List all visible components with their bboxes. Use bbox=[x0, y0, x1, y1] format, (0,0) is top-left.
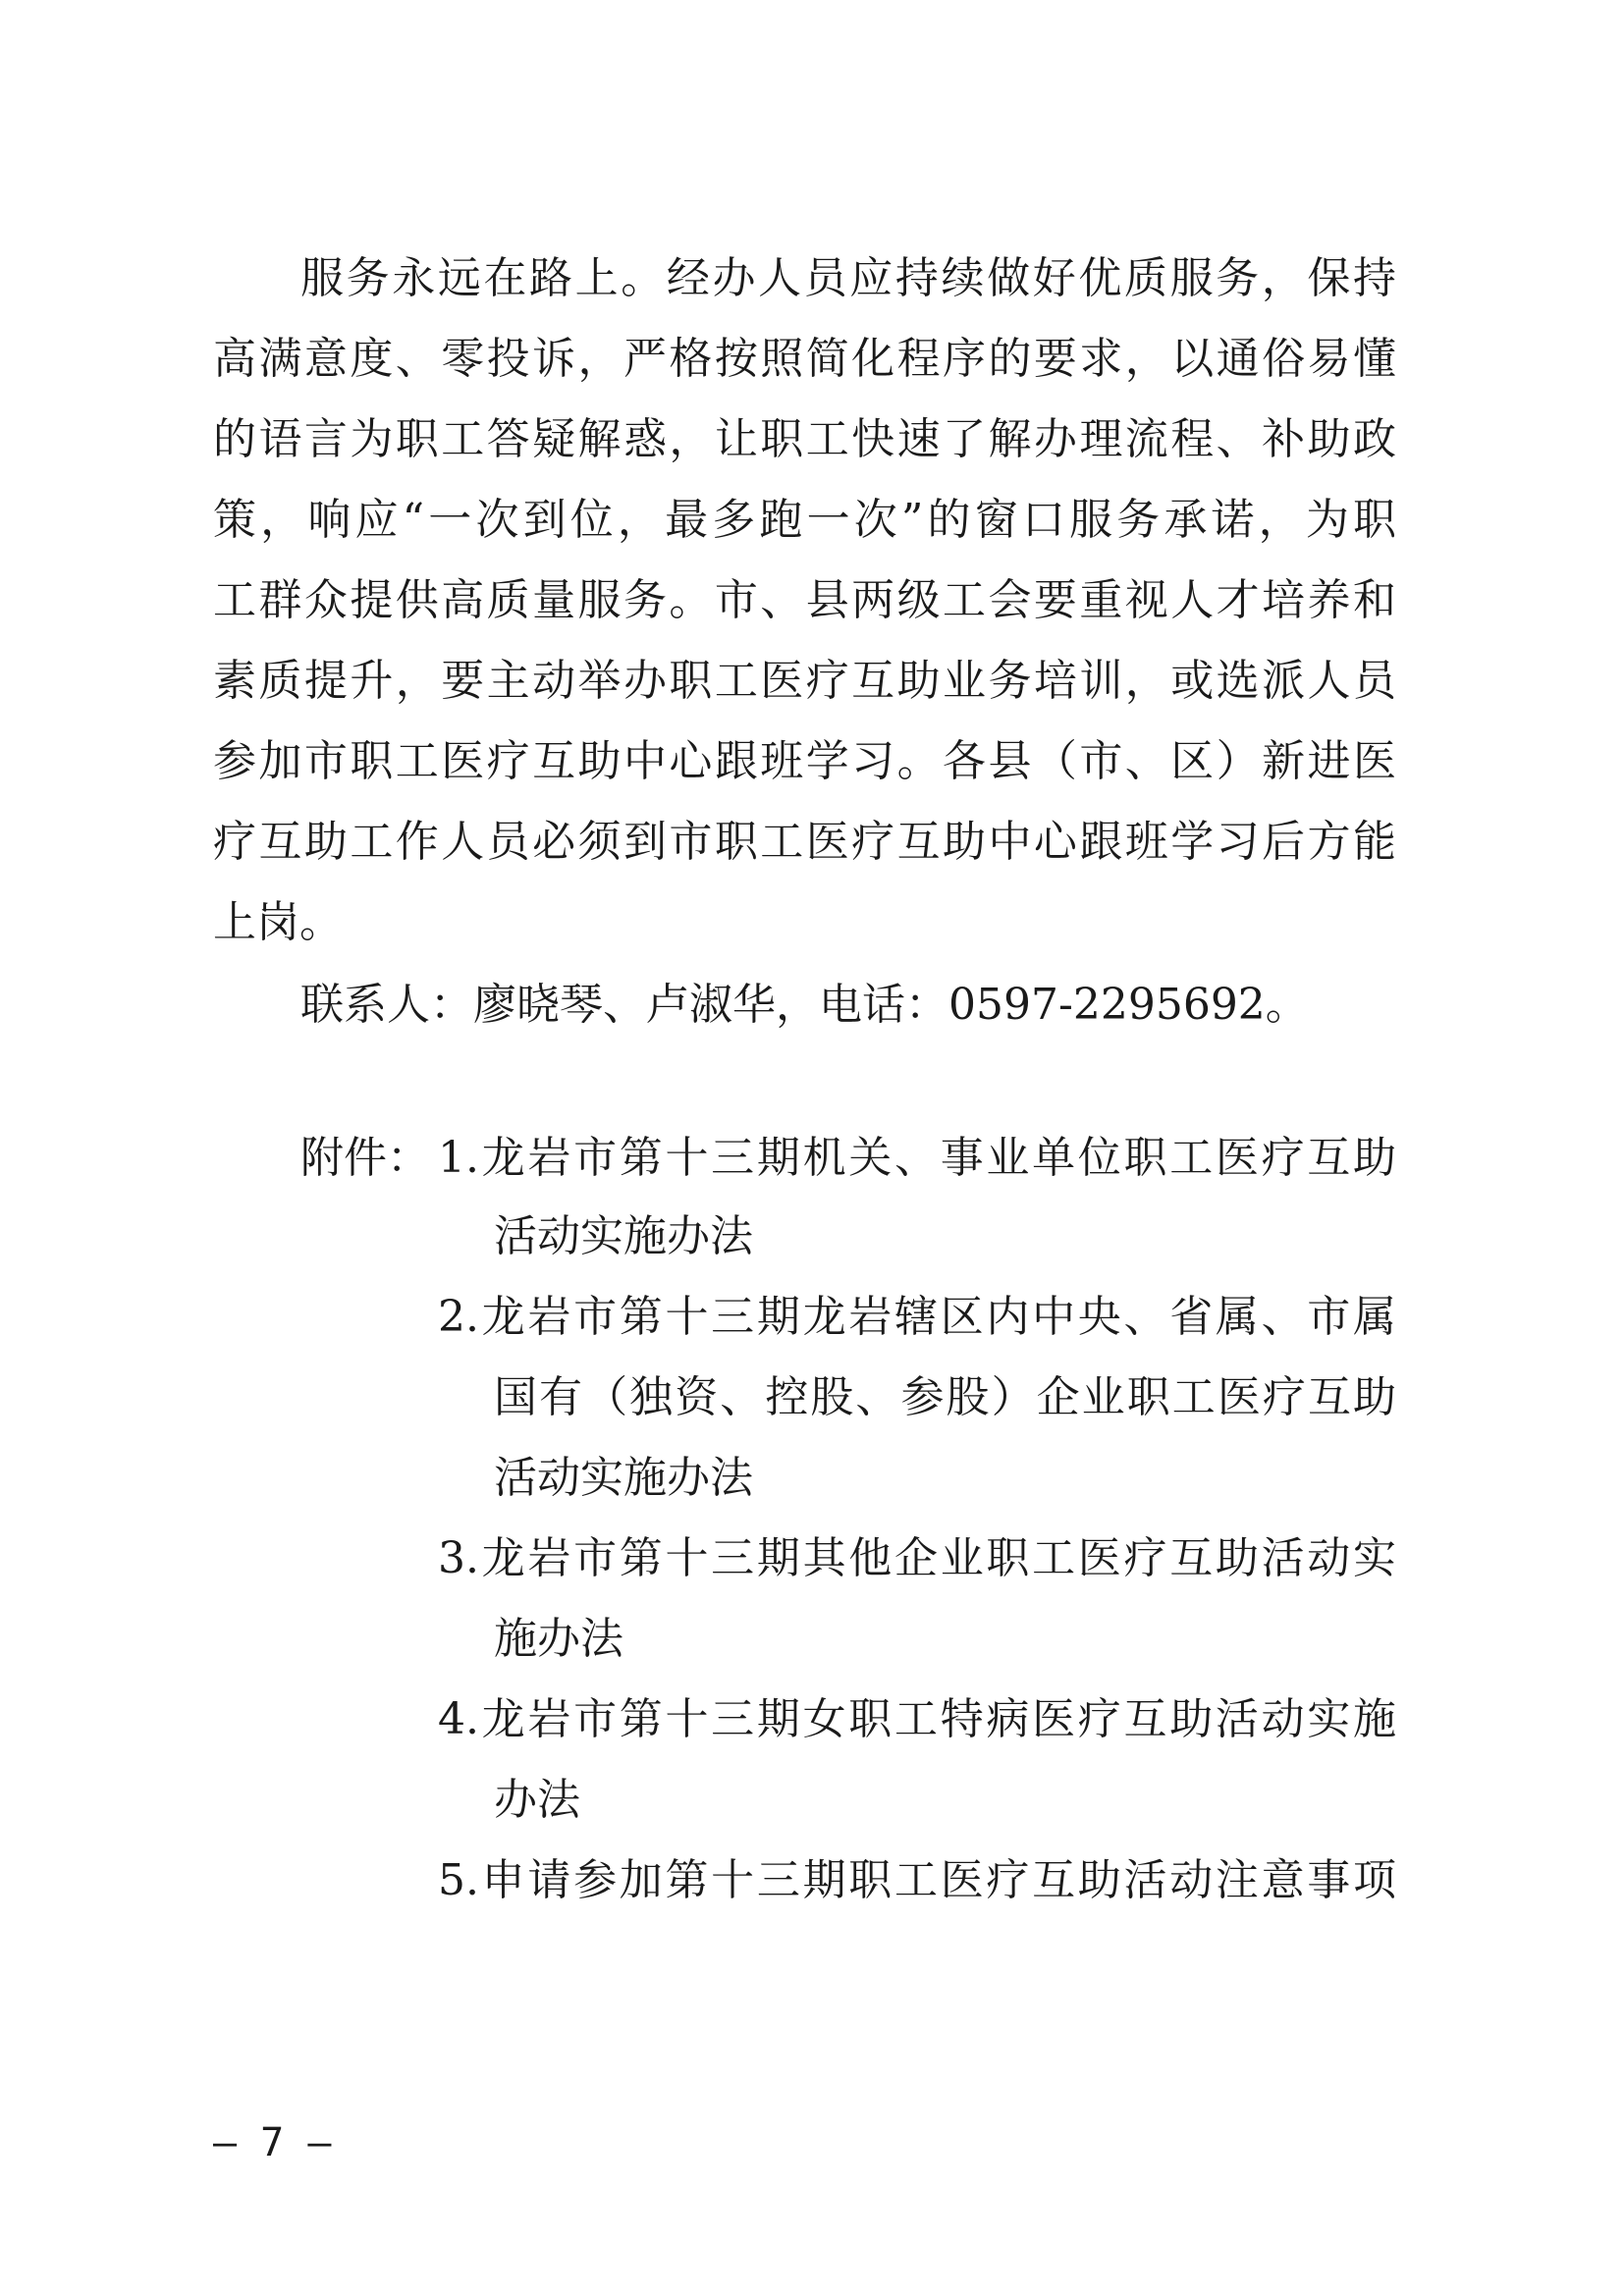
paragraph-line: 参加市职工医疗互助中心跟班学习。各县（市、区）新进医 bbox=[213, 736, 1396, 786]
attachment-item-continuation: 国有（独资、控股、参股）企业职工医疗互助 bbox=[494, 1372, 1396, 1422]
attachments-label: 附件： bbox=[300, 1133, 430, 1183]
contact-line: 联系人：廖晓琴、卢淑华，电话：0597-2295692。 bbox=[300, 980, 1309, 1030]
paragraph-line: 的语言为职工答疑解惑，让职工快速了解办理流程、补助政 bbox=[213, 414, 1396, 464]
page-number: – 7 – bbox=[213, 2120, 332, 2165]
paragraph-line: 高满意度、零投诉，严格按照简化程序的要求，以通俗易懂 bbox=[213, 334, 1396, 384]
paragraph-line: 上岗。 bbox=[213, 897, 343, 947]
attachment-item-continuation: 活动实施办法 bbox=[494, 1211, 753, 1261]
paragraph-line: 服务永远在路上。经办人员应持续做好优质服务，保持 bbox=[300, 253, 1396, 303]
attachment-item: 3.龙岩市第十三期其他企业职工医疗互助活动实 bbox=[438, 1533, 1396, 1583]
attachment-item: 1.龙岩市第十三期机关、事业单位职工医疗互助 bbox=[438, 1133, 1396, 1183]
attachment-item: 5.申请参加第十三期职工医疗互助活动注意事项 bbox=[438, 1855, 1396, 1905]
attachment-item-continuation: 办法 bbox=[494, 1775, 580, 1825]
paragraph-line: 工群众提供高质量服务。市、县两级工会要重视人才培养和 bbox=[213, 575, 1396, 625]
paragraph-line: 素质提升，要主动举办职工医疗互助业务培训，或选派人员 bbox=[213, 656, 1396, 706]
paragraph-line: 策，响应“一次到位，最多跑一次”的窗口服务承诺，为职 bbox=[213, 495, 1396, 545]
attachment-item-continuation: 施办法 bbox=[494, 1614, 623, 1664]
attachment-item: 4.龙岩市第十三期女职工特病医疗互助活动实施 bbox=[438, 1694, 1396, 1744]
attachment-item: 2.龙岩市第十三期龙岩辖区内中央、省属、市属 bbox=[438, 1292, 1396, 1342]
paragraph-line: 疗互助工作人员必须到市职工医疗互助中心跟班学习后方能 bbox=[213, 817, 1396, 867]
attachment-item-continuation: 活动实施办法 bbox=[494, 1453, 753, 1503]
